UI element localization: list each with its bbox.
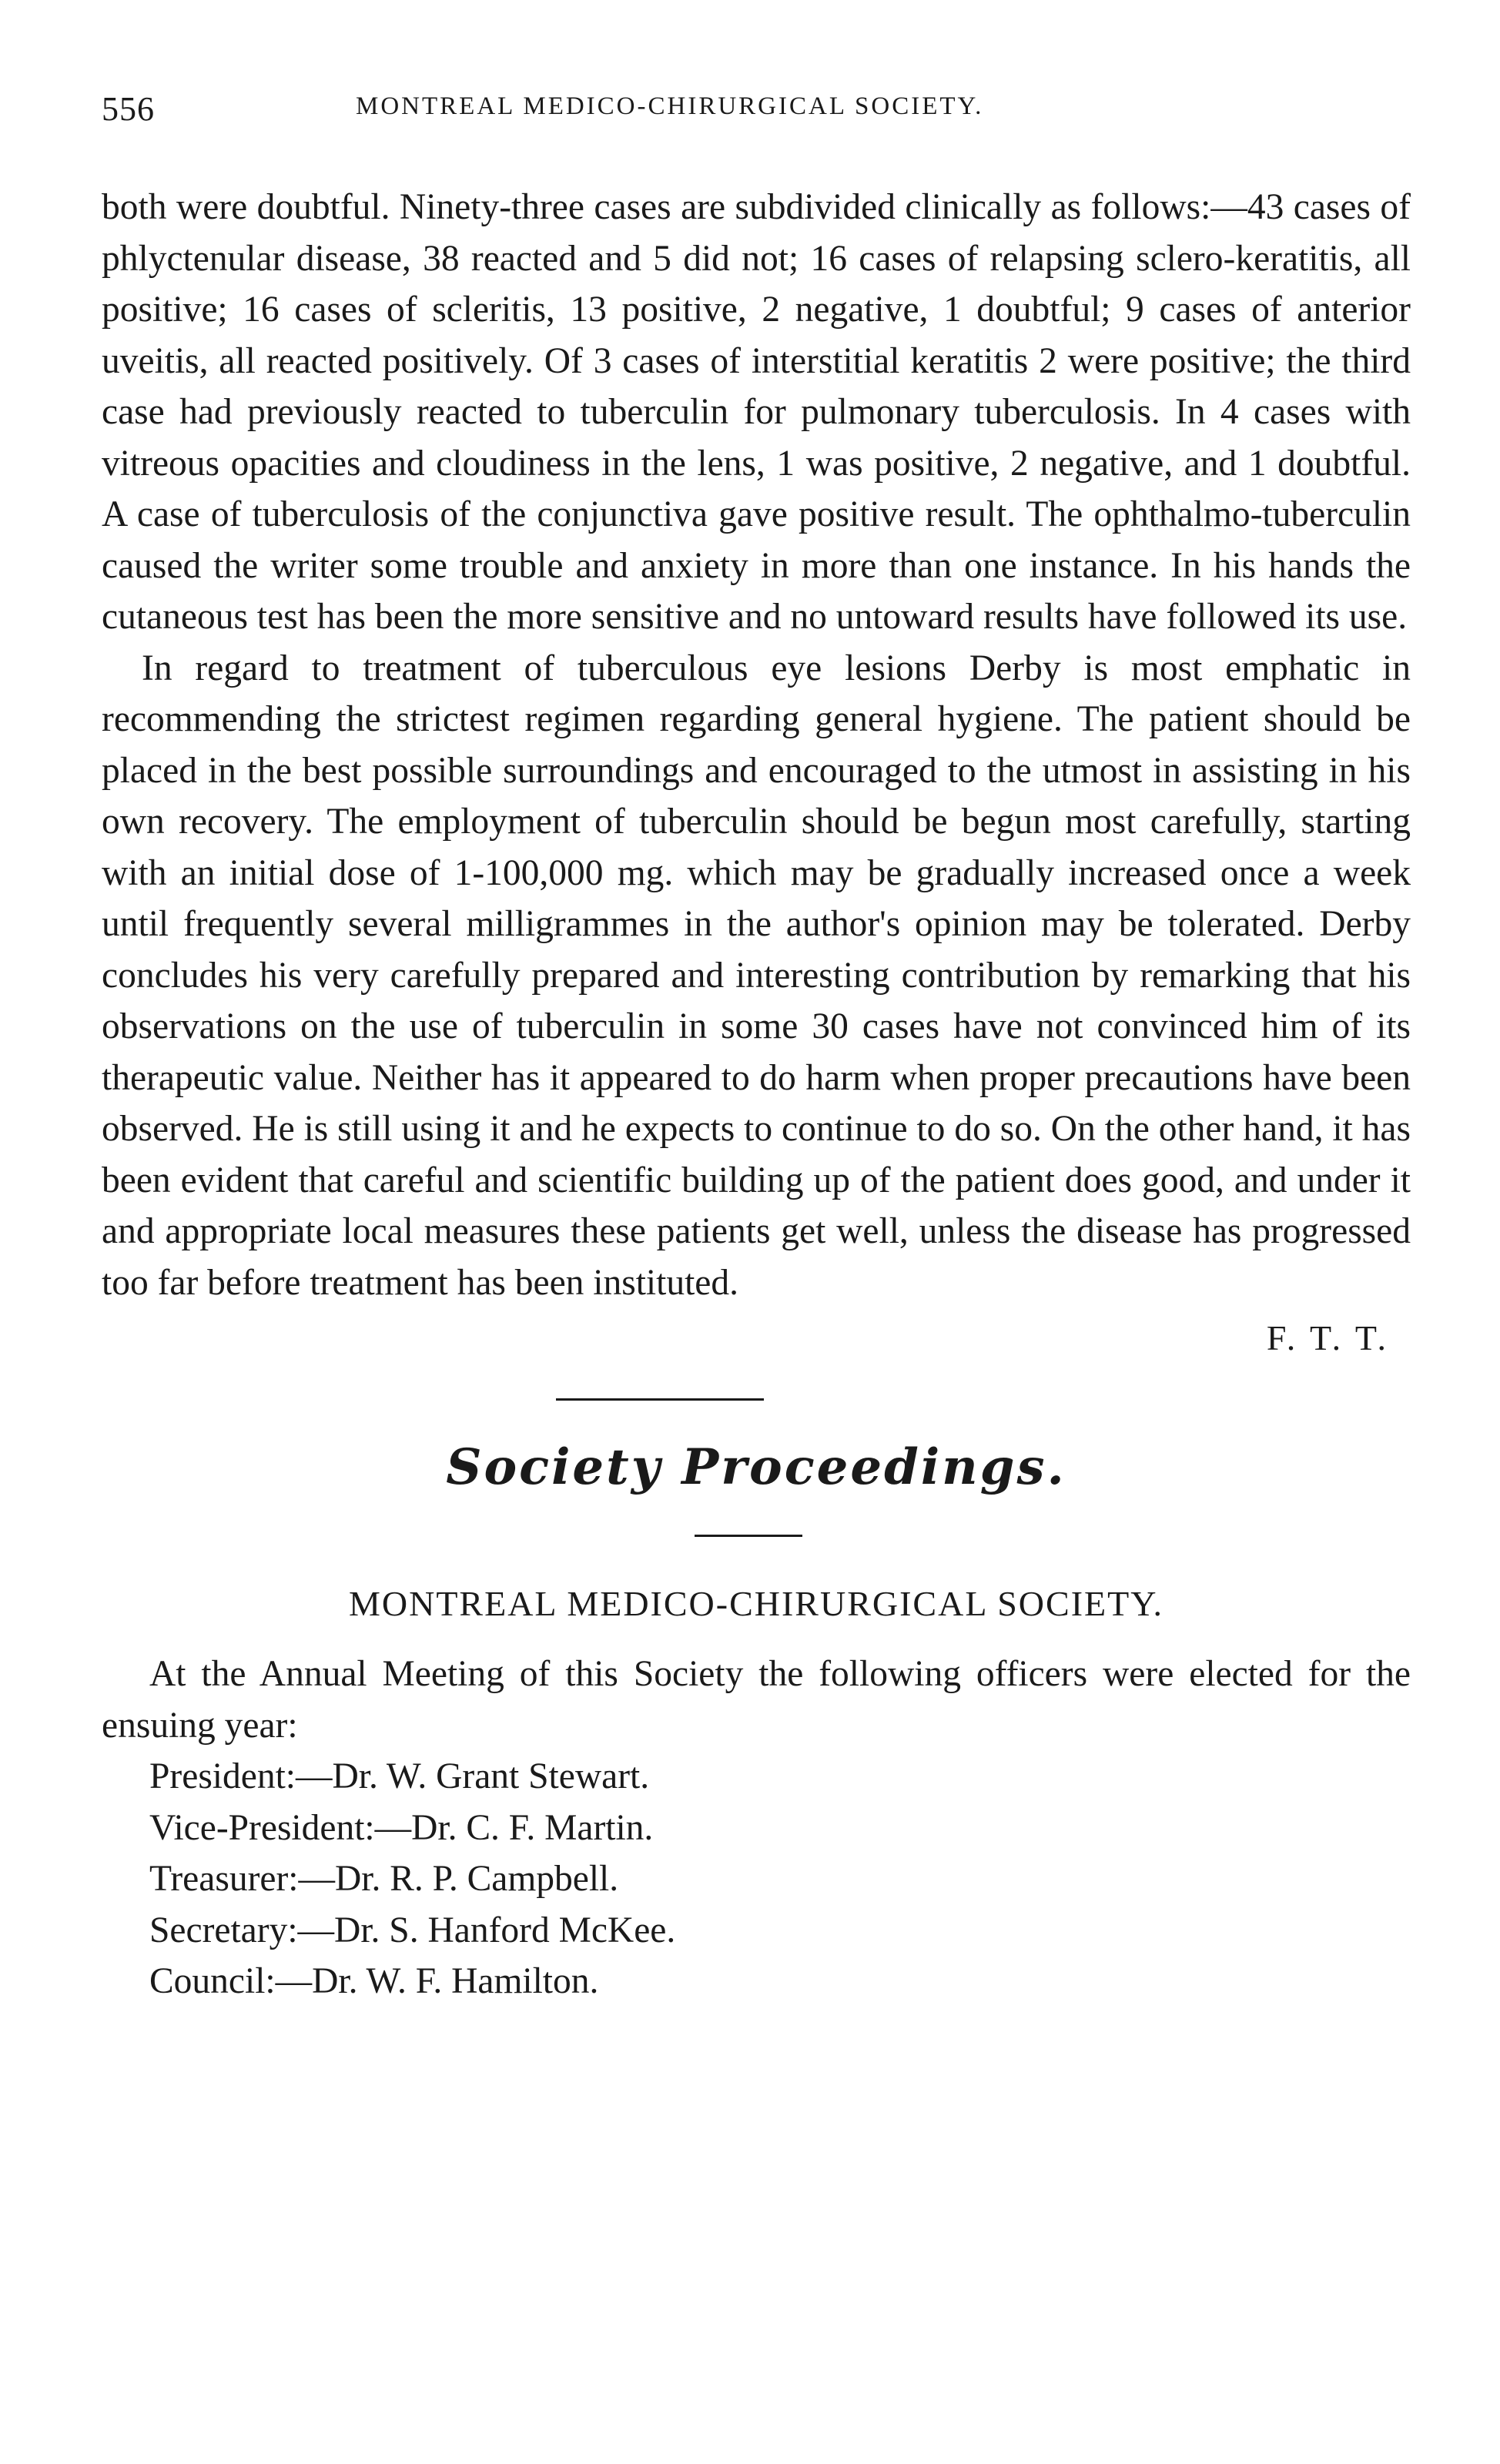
- article-paragraph: In regard to treatment of tuberculous eye lesions Derby is most emphatic in recommending the strictest regimen regarding general hygiene. The patient should be placed in the best possible surroundings and encouraged to the utmost in assisting in his own recovery. The employment of tuberculin should be begun most carefully, starting with an initial dose of 1-100,000 mg. which may be gradually increased once a week until frequently several milligrammes in the author's opinion may be tolerated. Derby concludes his very carefully prepared and interesting contribution by remarking that his observations on the use of tuberculin in some 30 cases have not convinced him of its therapeutic value. Neither has it appeared to do harm when proper precautions have been observed. He is still using it and he expects to continue to do so. On the other hand, it has been evident that careful and scientific building up of the patient does good, and under it and appropriate local measures these patients get well, unless the disease has progressed too far before treatment has been instituted.: [102, 648, 1411, 1303]
- author-initials: F. T. T.: [1266, 1318, 1389, 1358]
- running-title: MONTREAL MEDICO-CHIRURGICAL SOCIETY.: [356, 92, 984, 120]
- section-heading: Society Proceedings.: [446, 1438, 1066, 1496]
- article-body: [102, 182, 1411, 1308]
- journal-page: [102, 85, 1411, 2007]
- officer-vice-president: Vice-President:—Dr. C. F. Martin.: [149, 1807, 654, 1848]
- meeting-intro: At the Annual Meeting of this Society the following officers were elected for the ensuing year:: [102, 1654, 1411, 1746]
- officer-council: Council:—Dr. W. F. Hamilton.: [149, 1961, 599, 2001]
- society-title: MONTREAL MEDICO-CHIRURGICAL SOCIETY.: [348, 1584, 1164, 1623]
- page-number: 556: [102, 90, 155, 128]
- article-paragraph: both were doubtful. Ninety-three cases are subdivided clinically as follows:—43 cases of phlyctenular disease, 38 reacted and 5 did not; 16 cases of relapsing sclero-keratitis, all positive; 16 cases of scleritis, 13 positive, 2 negative, 1 doubtful; 9 cases of anterior uveitis, all reacted positively. Of 3 cases of interstitial keratitis 2 were positive; the third case had previously reacted to tuberculin for pulmonary tuberculosis. In 4 cases with vitreous opacities and cloudiness in the lens, 1 was positive, 2 negative, and 1 doubtful. A case of tuberculosis of the conjunctiva gave positive result. The ophthalmo-tuberculin caused the writer some trouble and anxiety in more than one instance. In his hands the cutaneous test has been the more sensitive and no untoward results have followed its use.: [102, 187, 1411, 637]
- officer-president: President:—Dr. W. Grant Stewart.: [149, 1756, 650, 1796]
- officer-treasurer: Treasurer:—Dr. R. P. Campbell.: [149, 1859, 619, 1899]
- officer-secretary: Secretary:—Dr. S. Hanford McKee.: [149, 1910, 676, 1950]
- section-divider-top: [556, 1398, 764, 1401]
- officer-list: [102, 1751, 1411, 2007]
- section-divider-bottom: [695, 1535, 802, 1537]
- running-header: [102, 85, 1411, 139]
